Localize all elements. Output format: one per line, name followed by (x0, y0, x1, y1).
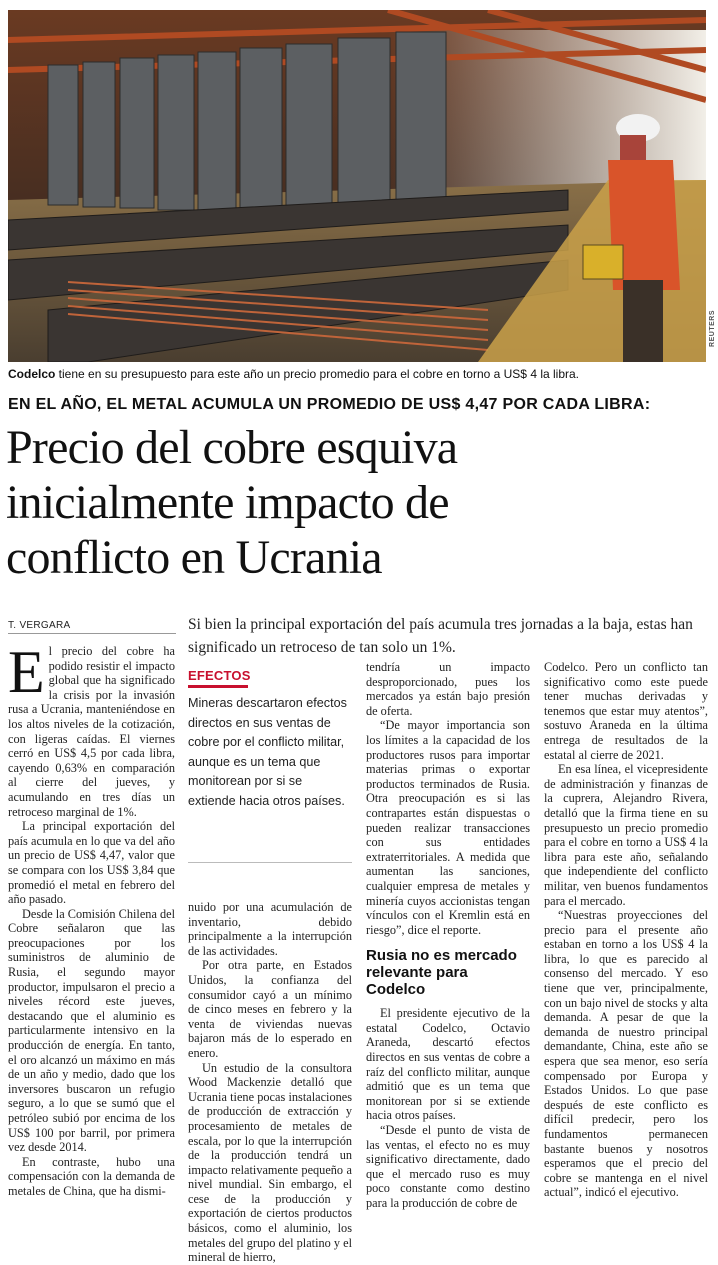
sidebar-title: EFECTOS (188, 668, 251, 683)
headline (6, 420, 712, 585)
copper-refinery-photo (8, 10, 706, 362)
paragraph: Un estudio de la consultora Wood Mackenzie detalló que Ucrania tiene pocas instalaciones de producción de extracción y procesamiento de metales de escala, por lo que la interrupción de la producción tendrá un impacto relativamente pequeño a nivel mundial. Sin embargo, el cese de la producción y exportación de ciertos productos básicos, como el aluminio, los metales del grupo del platino y el mineral de hierro, (188, 1060, 352, 1265)
photo-credit: REUTERS (709, 310, 716, 347)
paragraph: nuido por una acumulación de inventario, debido principalmente a la interrupción de las actividades. (188, 900, 352, 958)
byline-rule (8, 633, 176, 634)
paragraph: “Desde el punto de vista de las ventas, el efecto no es muy significativo directamente, dado que el mercado ruso es muy poco constante como destino para la producción de cobre de (366, 1123, 530, 1210)
column-2 (188, 900, 352, 1265)
sidebar-box (188, 668, 352, 811)
sidebar-divider (188, 862, 352, 863)
column-3 (366, 660, 530, 1211)
sidebar-text: Mineras descartaron efectos directos en sus ventas de cobre por el conflicto militar, aunque es un tema que monitorean por si se extiende hacia otros países. (188, 696, 347, 808)
subheading: Rusia no es mercado relevante para Codelco (366, 947, 517, 999)
paragraph: Codelco. Pero un conflicto tan significativo como este puede tener muchas derivadas y tenemos que estar muy atentos”, sostuvo Araneda en la última entrega de resultados de la estatal al cierre de 2021. (544, 660, 708, 762)
headline-line-3: conflicto en Ucrania (6, 531, 382, 584)
photo-caption (8, 367, 708, 381)
deck: Si bien la principal exportación del país acumula tres jornadas a la baja, estas han significado un retroceso de tan solo un 1%. (188, 616, 693, 656)
kicker: EN EL AÑO, EL METAL ACUMULA UN PROMEDIO DE US$ 4,47 POR CADA LIBRA: (8, 396, 651, 413)
caption-text: tiene en su presupuesto para este año un precio promedio para el cobre en torno a US$ 4 la libra. (55, 367, 580, 381)
paragraph: En contraste, hubo una compensación con la demanda de metales de China, que ha dismi- (8, 1154, 175, 1198)
article-photo (8, 10, 706, 362)
paragraph: tendría un impacto desproporcionado, pues los mercados ya están bajo presión de oferta. (366, 660, 530, 718)
headline-line-2: inicialmente impacto de (6, 476, 449, 529)
paragraph: “Nuestras proyecciones del precio para el presente año estaban en torno a los US$ 4 la libra, lo que es parecido al consenso del mercado. Y eso tiene que ver, principalmente, con un bajo nivel de stocks y alta demanda. A pesar de que la demanda de nuestro principal demandante, China, este año se espera que sea menor, eso sería compensado por Europa y Estados Unidos. Lo que pase después de este conflicto es difícil predecir, pero los fundamentos permanecen bastante buenos y nosotros esperamos que el precio del cobre se mantenga en el nivel actual”, indicó el ejecutivo. (544, 908, 708, 1200)
column-1 (8, 639, 176, 1199)
sidebar-rule (188, 685, 248, 688)
paragraph: El presidente ejecutivo de la estatal Codelco, Octavio Araneda, descartó efectos directos en sus ventas de cobre a raíz del conflicto militar, aunque admitió que es un tema que monitorean por si se extiende hacia otros países. (366, 1006, 530, 1123)
paragraph: Desde la Comisión Chilena del Cobre señalaron que las preocupaciones por los suministros de aluminio de Rusia, el segundo mayor productor, impulsaron el precio a niveles récord este jueves, destacando que el aluminio es particularmente intensivo en la producción de energía. En tanto, el oro alcanzó un máximo en más de un año y medio, dado que los inversores buscaron un refugio seguro, a lo que se sumó que el petróleo subió por encima de los US$ 100 por barril, por primera vez desde 2014. (8, 906, 176, 1155)
headline-line-1: Precio del cobre esquiva (6, 421, 458, 474)
column-4 (544, 660, 708, 1200)
paragraph: Por otra parte, en Estados Unidos, la confianza del consumidor cayó a un mínimo de cinco meses en febrero y la venta de viviendas nuevas bajaron más de lo esperado en enero. (188, 958, 352, 1060)
paragraph (8, 639, 175, 819)
caption-lead: Codelco (8, 367, 56, 381)
byline: T. VERGARA (8, 620, 71, 631)
paragraph: En esa línea, el vicepresidente de administración y finanzas de la cuprera, Alejandro Rivera, detalló que la firma tiene en su presupuesto un precio promedio para el cobre en torno a US$ 4 la libra para este año, señalando que independiente del conflicto militar, ven buenos fundamentos para el mercado. (544, 762, 708, 908)
paragraph: “De mayor importancia son los límites a la capacidad de los productores rusos para importar materias primas o exportar productos terminados de Rusia. Otra preocupación es si las contrapartes están dispuestas o pueden realizar transacciones con sus entidades extraterritoriales. A medida que aumentan las sanciones, cualquier empresa de metales y minería cuyos accionistas tengan vínculos con el Kremlin está en riesgo”, dice el reporte. (366, 718, 530, 937)
paragraph: La principal exportación del país acumula en lo que va del año un precio de US$ 4,47, valor que se compara con los US$ 3,84 que promedió el metal en febrero del año pasado. (8, 819, 175, 907)
drop-cap: E (8, 639, 45, 705)
paragraph-text: l precio del cobre ha podido resistir el impacto global que ha significado la crisis por la invasión rusa a Ucrania, manteniéndose en los altos niveles de la cotización, con ligeras caídas. El viernes cerró en US$ 4,5 por cada libra, cayendo 0,63% en comparación al cierre del jueves, y acumulando en tres días un retroceso marginal de 1%. (8, 644, 175, 819)
